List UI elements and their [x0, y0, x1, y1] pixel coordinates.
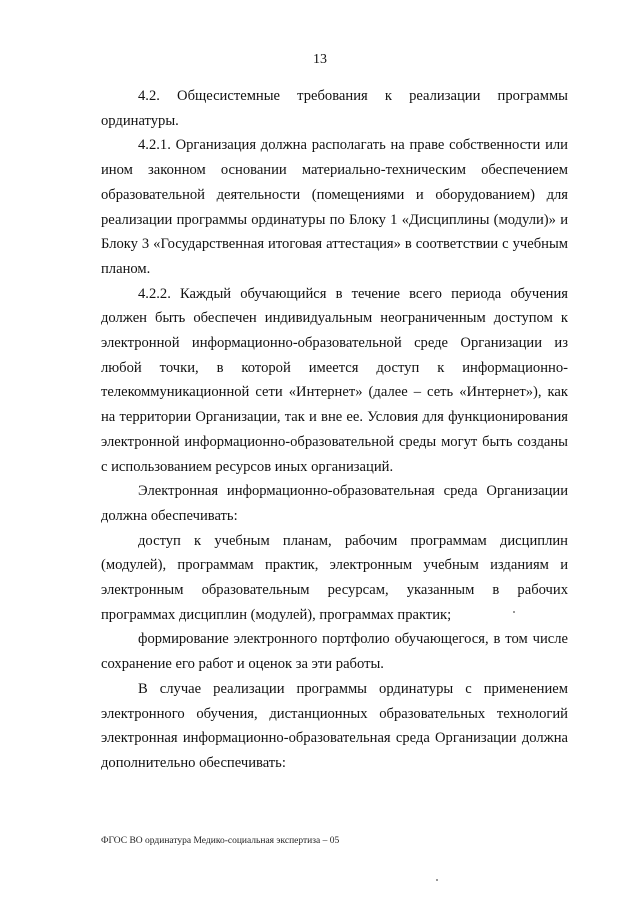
document-body	[101, 84, 568, 776]
scan-speck	[513, 611, 515, 613]
paragraph-section-4-2-2: 4.2.2. Каждый обучающийся в течение всего периода обучения должен быть обеспечен индивидуальным неограниченным доступом к электронной информационно-образовательной среде Организации из любой точки, в которой имеется доступ к информационно-телекоммуникационной сети «Интернет» (далее – сеть «Интернет»), как на территории Организации, так и вне ее. Условия для функционирования электронной информационно-образовательной среды могут быть созданы с использованием ресурсов иных организаций.	[101, 285, 568, 475]
paragraph-distance-learning: В случае реализации программы ординатуры с применением электронного обучения, дистанционных образовательных технологий электронная информационно-образовательная среда Организации должна дополнительно обеспечивать:	[101, 680, 568, 771]
scan-speck	[436, 879, 438, 881]
page-number: 13	[313, 52, 327, 67]
page-footer: ФГОС ВО ординатура Медико-социальная экспертиза – 05	[101, 836, 340, 846]
paragraph-section-4-2-1: 4.2.1. Организация должна располагать на праве собственности или ином законном основании материально-техническим обеспечением образовательной деятельности (помещениями и оборудованием) для реализации программы ординатуры по Блоку 1 «Дисциплины (модули)» и Блоку 3 «Государственная итоговая аттестация» в соответствии с учебным планом.	[101, 137, 568, 277]
paragraph-access-item: доступ к учебным планам, рабочим программам дисциплин (модулей), программам практик, электронным учебным изданиям и электронным образовательным ресурсам, указанным в рабочих программах дисциплин (модулей), программах практик;	[101, 532, 568, 623]
paragraph-section-4-2: 4.2. Общесистемные требования к реализации программы ординатуры.	[101, 88, 568, 129]
paragraph-eios-intro: Электронная информационно-образовательная среда Организации должна обеспечивать:	[101, 483, 568, 524]
paragraph-portfolio-item: формирование электронного портфолио обучающегося, в том числе сохранение его работ и оценок за эти работы.	[101, 631, 568, 673]
